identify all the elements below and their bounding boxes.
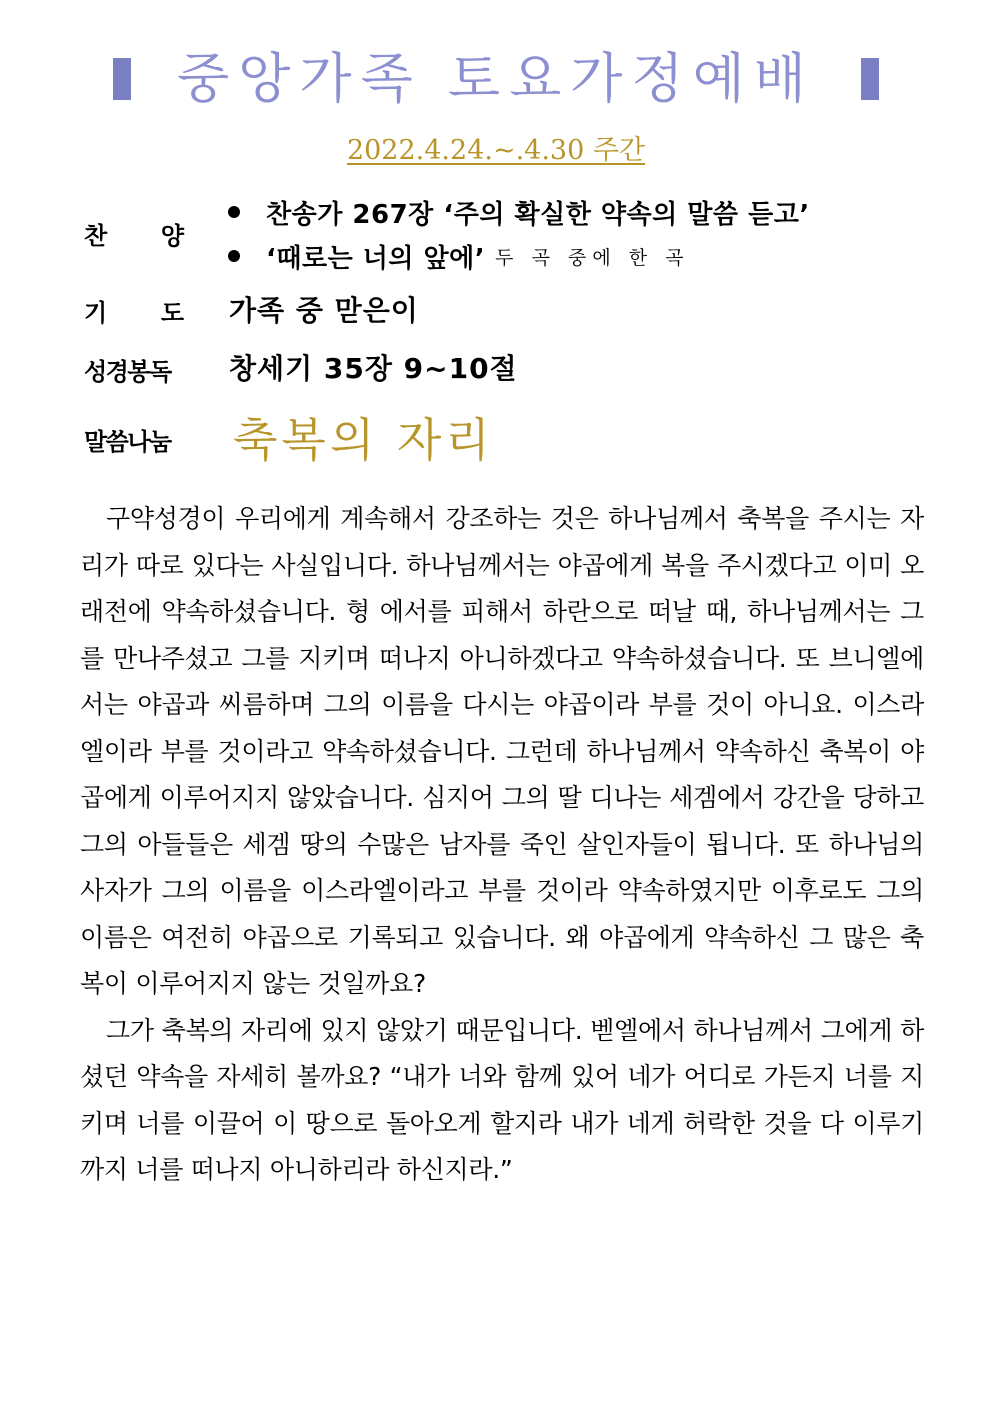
reading-label: 성경봉독 xyxy=(84,358,171,386)
page-title: 중앙가족 토요가정예배 xyxy=(177,47,815,110)
body-paragraph: 그가 축복의 자리에 있지 않았기 때문입니다. 벧엘에서 하나님께서 그에게 하셨던 약속을 자세히 볼까요? “내가 너와 함께 있어 네가 어디로 가든지 너를 지키며 너를 이끌어 이 땅으로 돌아오게 할지라 내가 네게 허락한 것을 다 이루기까지 너를 떠나지 아니하리라 하신지라.” xyxy=(80,1015,924,1184)
body-paragraph: 구약성경이 우리에게 계속해서 강조하는 것은 하나님께서 축복을 주시는 자리가 따로 있다는 사실입니다. 하나님께서는 야곱에게 복을 주시겠다고 이미 오래전에 약속하셨습니다. 형 에서를 피해서 하란으로 떠날 때, 하나님께서는 그를 만나주셨고 그를 지키며 떠나지 아니하겠다고 약속하셨습니다. 또 브니엘에서는 야곱과 씨름하며 그의 이름을 다시는 야곱이라 부를 것이 아니요. 이스라엘이라 부를 것이라고 약속하셨습니다. 그런데 하나님께서 약속하신 축복이 야곱에게 이루어지지 않았습니다. 심지어 그의 딸 디나는 세겜에서 강간을 당하고 그의 아들들은 세겜 땅의 수많은 남자를 죽인 살인자들이 됩니다. 또 하나님의 사자가 그의 이름을 이스라엘이라고 부를 것이라 약속하였지만 이후로도 그의 이름은 여전히 야곱으로 기록되고 있습니다. 왜 야곱에게 약속하신 그 많은 축복이 이루어지지 않는 것일까요? xyxy=(80,504,924,998)
sermon-label: 말씀나눔 xyxy=(84,428,171,456)
hymn-note: 두 곡 중에 한 곡 xyxy=(495,246,690,269)
hymn-item xyxy=(228,234,948,278)
prayer-value: 가족 중 맏은이 xyxy=(229,294,419,327)
right-title-bar xyxy=(861,58,879,100)
prayer-label-char-2: 도 xyxy=(160,299,184,327)
bullet-icon xyxy=(228,250,240,262)
prayer-label-char-1: 기 xyxy=(84,299,108,327)
date-range-text: 2022.4.24.~.4.30 주간 xyxy=(346,135,646,166)
hymn-label-char-2: 양 xyxy=(160,222,184,250)
bullet-icon xyxy=(228,206,240,218)
date-range xyxy=(0,128,992,167)
hymn-label xyxy=(84,216,184,251)
hymn-item xyxy=(228,190,948,234)
hymn-list xyxy=(228,190,948,278)
reading-value: 창세기 35장 9~10절 xyxy=(229,352,518,385)
prayer-label xyxy=(84,293,184,328)
sermon-title: 축복의 자리 xyxy=(233,413,494,467)
sermon-body xyxy=(80,496,924,1194)
left-title-bar xyxy=(113,58,131,100)
hymn-option-1: 찬송가 267장 ‘주의 확실한 약속의 말씀 듣고’ xyxy=(266,199,810,230)
title-row xyxy=(0,44,992,114)
hymn-option-2: ‘때로는 너의 앞에’ xyxy=(266,243,486,274)
hymn-label-char-1: 찬 xyxy=(84,222,108,250)
